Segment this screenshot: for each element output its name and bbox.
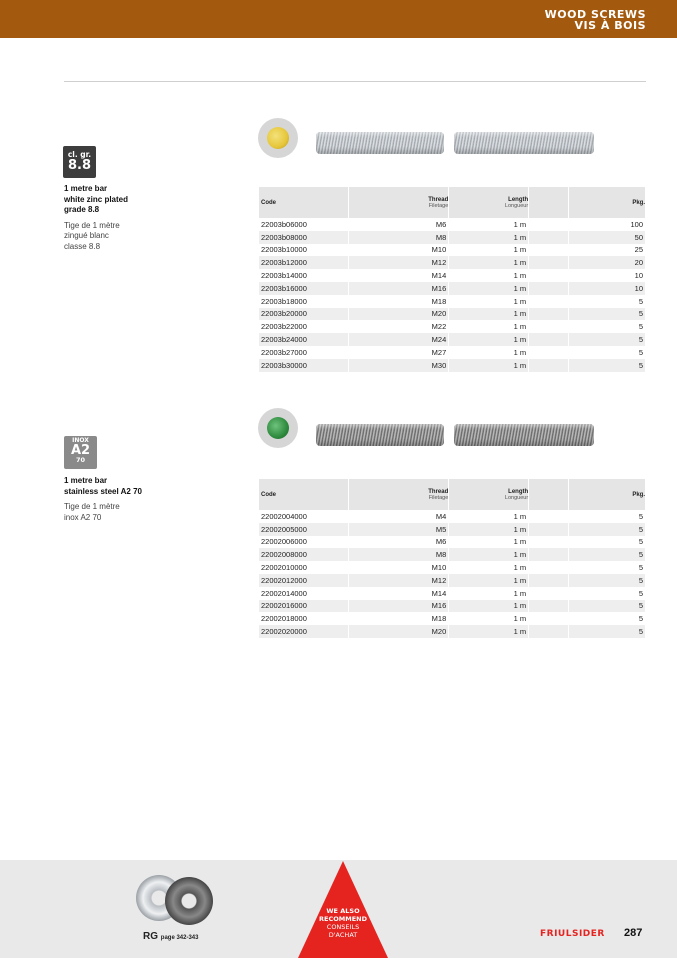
table-row <box>259 574 646 587</box>
cell-spacer <box>529 561 569 574</box>
table-row <box>259 587 646 600</box>
badge-line2: 8.8 <box>67 158 92 173</box>
cell-code: 22003b24000 <box>259 333 349 346</box>
col-thread-fr: Filetage <box>428 202 449 209</box>
cell-length: 1 m <box>449 523 529 536</box>
col-length <box>449 187 529 218</box>
cell-spacer <box>529 600 569 613</box>
cell-length: 1 m <box>449 510 529 523</box>
cell-thread: M12 <box>349 574 449 587</box>
table-row <box>259 282 646 295</box>
table-row <box>259 333 646 346</box>
cell-spacer <box>529 282 569 295</box>
cell-thread: M24 <box>349 333 449 346</box>
cell-length: 1 m <box>449 625 529 638</box>
cell-spacer <box>529 523 569 536</box>
col-code: Code <box>259 479 349 510</box>
col-thread-en: Thread <box>428 196 449 203</box>
page-number: 287 <box>624 927 643 939</box>
recommend-fr-2: D'ACHAT <box>328 931 358 939</box>
cell-pkg: 5 <box>569 548 646 561</box>
finish-swatch <box>258 408 298 448</box>
product-description <box>64 476 142 523</box>
grade-badge <box>63 146 96 178</box>
cell-pkg: 5 <box>569 536 646 549</box>
cell-pkg: 5 <box>569 561 646 574</box>
cell-pkg: 5 <box>569 295 646 308</box>
cell-length: 1 m <box>449 600 529 613</box>
badge-line2: A2 <box>70 443 91 458</box>
table-row <box>259 536 646 549</box>
cell-spacer <box>529 625 569 638</box>
table-row <box>259 346 646 359</box>
table-row <box>259 523 646 536</box>
description-fr: Tige de 1 mètre zingué blanc classe 8.8 <box>64 220 120 251</box>
cell-length: 1 m <box>449 587 529 600</box>
threaded-rod-image <box>454 132 594 154</box>
cell-length: 1 m <box>449 244 529 257</box>
threaded-rod-image <box>454 424 594 446</box>
cell-length: 1 m <box>449 282 529 295</box>
cell-thread: M18 <box>349 295 449 308</box>
description-en: 1 metre bar stainless steel A2 70 <box>64 476 142 496</box>
col-length-en: Length <box>508 488 529 495</box>
col-thread-fr: Filetage <box>428 494 449 501</box>
cell-thread: M22 <box>349 320 449 333</box>
cell-pkg: 5 <box>569 612 646 625</box>
table-row <box>259 359 646 372</box>
brand-logo: FRIULSIDER <box>540 929 605 939</box>
cell-code: 22002012000 <box>259 574 349 587</box>
cell-pkg: 5 <box>569 320 646 333</box>
thread-finish-icon <box>267 417 289 439</box>
table-row <box>259 561 646 574</box>
header-bar <box>0 0 677 38</box>
cell-thread: M20 <box>349 625 449 638</box>
cell-code: 22002004000 <box>259 510 349 523</box>
header-title-en: WOOD SCREWS <box>544 8 646 21</box>
cell-code: 22002008000 <box>259 548 349 561</box>
cell-thread: M16 <box>349 600 449 613</box>
col-spacer <box>529 187 569 218</box>
cell-length: 1 m <box>449 561 529 574</box>
washer-image[interactable] <box>133 872 223 927</box>
cell-code: 22003b16000 <box>259 282 349 295</box>
cell-code: 22002005000 <box>259 523 349 536</box>
threaded-rod-image <box>316 424 444 446</box>
cell-length: 1 m <box>449 536 529 549</box>
cell-code: 22002018000 <box>259 612 349 625</box>
col-pkg: Pkg. <box>569 479 646 510</box>
cell-code: 22003b18000 <box>259 295 349 308</box>
table-row <box>259 625 646 638</box>
cell-pkg: 100 <box>569 218 646 231</box>
cell-code: 22003b10000 <box>259 244 349 257</box>
cell-code: 22003b30000 <box>259 359 349 372</box>
cell-thread: M10 <box>349 561 449 574</box>
cell-pkg: 25 <box>569 244 646 257</box>
cell-spacer <box>529 320 569 333</box>
cell-code: 22002020000 <box>259 625 349 638</box>
recommend-en-1: WE ALSO <box>326 907 360 915</box>
cell-spacer <box>529 536 569 549</box>
table-row <box>259 231 646 244</box>
cell-length: 1 m <box>449 574 529 587</box>
description-en: 1 metre bar white zinc plated grade 8.8 <box>64 184 129 214</box>
cell-length: 1 m <box>449 295 529 308</box>
table-row <box>259 510 646 523</box>
cell-spacer <box>529 548 569 561</box>
cell-length: 1 m <box>449 308 529 321</box>
cell-length: 1 m <box>449 346 529 359</box>
table-row <box>259 256 646 269</box>
cell-length: 1 m <box>449 320 529 333</box>
table-row <box>259 269 646 282</box>
table-body <box>259 510 646 638</box>
cell-thread: M18 <box>349 612 449 625</box>
finish-swatch <box>258 118 298 158</box>
col-code: Code <box>259 187 349 218</box>
col-pkg: Pkg. <box>569 187 646 218</box>
related-product-link[interactable] <box>143 931 198 942</box>
cell-spacer <box>529 244 569 257</box>
recommend-en-2: RECOMMEND <box>319 915 367 923</box>
cell-pkg: 5 <box>569 333 646 346</box>
cell-spacer <box>529 587 569 600</box>
cell-code: 22002010000 <box>259 561 349 574</box>
cell-spacer <box>529 574 569 587</box>
cell-thread: M30 <box>349 359 449 372</box>
cell-code: 22003b08000 <box>259 231 349 244</box>
cell-thread: M14 <box>349 587 449 600</box>
divider <box>64 81 646 82</box>
cell-thread: M27 <box>349 346 449 359</box>
cell-thread: M8 <box>349 548 449 561</box>
col-spacer <box>529 479 569 510</box>
threaded-rod-image <box>316 132 444 154</box>
cell-pkg: 5 <box>569 625 646 638</box>
col-thread <box>349 187 449 218</box>
cell-spacer <box>529 612 569 625</box>
washer-icon <box>165 877 213 925</box>
cell-length: 1 m <box>449 218 529 231</box>
cell-thread: M12 <box>349 256 449 269</box>
cell-pkg: 5 <box>569 308 646 321</box>
cell-code: 22003b12000 <box>259 256 349 269</box>
cell-spacer <box>529 218 569 231</box>
cell-code: 22002014000 <box>259 587 349 600</box>
badge-line1: INOX <box>72 437 89 444</box>
cell-pkg: 5 <box>569 523 646 536</box>
table-row <box>259 600 646 613</box>
cell-length: 1 m <box>449 256 529 269</box>
cell-pkg: 20 <box>569 256 646 269</box>
cell-spacer <box>529 231 569 244</box>
cell-pkg: 5 <box>569 510 646 523</box>
table-row <box>259 244 646 257</box>
badge-line3: 70 <box>75 456 86 464</box>
inox-badge <box>64 436 97 469</box>
product-table <box>259 479 646 638</box>
col-length-en: Length <box>508 196 529 203</box>
cell-spacer <box>529 510 569 523</box>
cell-spacer <box>529 359 569 372</box>
table-row <box>259 612 646 625</box>
rg-label: RG <box>143 931 158 942</box>
cell-pkg: 50 <box>569 231 646 244</box>
cell-thread: M6 <box>349 536 449 549</box>
cell-thread: M4 <box>349 510 449 523</box>
rg-page-ref: page 342-343 <box>160 935 199 941</box>
cell-length: 1 m <box>449 231 529 244</box>
cell-length: 1 m <box>449 359 529 372</box>
cell-thread: M10 <box>349 244 449 257</box>
cell-code: 22003b14000 <box>259 269 349 282</box>
cell-spacer <box>529 269 569 282</box>
cell-length: 1 m <box>449 612 529 625</box>
cell-code: 22003b20000 <box>259 308 349 321</box>
table-body <box>259 218 646 372</box>
cell-code: 22003b27000 <box>259 346 349 359</box>
cell-thread: M14 <box>349 269 449 282</box>
cell-thread: M8 <box>349 231 449 244</box>
cell-pkg: 5 <box>569 346 646 359</box>
table-row <box>259 295 646 308</box>
description-fr: Tige de 1 mètre inox A2 70 <box>64 502 120 522</box>
cell-spacer <box>529 295 569 308</box>
cell-thread: M6 <box>349 218 449 231</box>
col-thread <box>349 479 449 510</box>
cell-thread: M5 <box>349 523 449 536</box>
recommend-fr-1: CONSEILS <box>326 923 360 931</box>
table-row <box>259 320 646 333</box>
thread-finish-icon <box>267 127 289 149</box>
cell-code: 22002006000 <box>259 536 349 549</box>
cell-code: 22003b06000 <box>259 218 349 231</box>
cell-pkg: 5 <box>569 359 646 372</box>
recommend-label <box>298 907 388 939</box>
cell-length: 1 m <box>449 269 529 282</box>
cell-code: 22002016000 <box>259 600 349 613</box>
col-length-fr: Longueur <box>504 494 529 501</box>
cell-spacer <box>529 333 569 346</box>
cell-pkg: 10 <box>569 282 646 295</box>
cell-thread: M20 <box>349 308 449 321</box>
col-length-fr: Longueur <box>504 202 529 209</box>
cell-pkg: 5 <box>569 574 646 587</box>
cell-spacer <box>529 256 569 269</box>
cell-spacer <box>529 308 569 321</box>
product-description <box>64 184 128 252</box>
cell-code: 22003b22000 <box>259 320 349 333</box>
cell-spacer <box>529 346 569 359</box>
cell-pkg: 10 <box>569 269 646 282</box>
cell-length: 1 m <box>449 333 529 346</box>
cell-pkg: 5 <box>569 600 646 613</box>
cell-thread: M16 <box>349 282 449 295</box>
table-row <box>259 308 646 321</box>
badge-line1: cl. gr. <box>67 150 92 159</box>
cell-length: 1 m <box>449 548 529 561</box>
product-table <box>259 187 646 372</box>
table-row <box>259 548 646 561</box>
cell-pkg: 5 <box>569 587 646 600</box>
col-length <box>449 479 529 510</box>
col-thread-en: Thread <box>428 488 449 495</box>
table-row <box>259 218 646 231</box>
header-title-fr: VIS À BOIS <box>574 19 646 32</box>
